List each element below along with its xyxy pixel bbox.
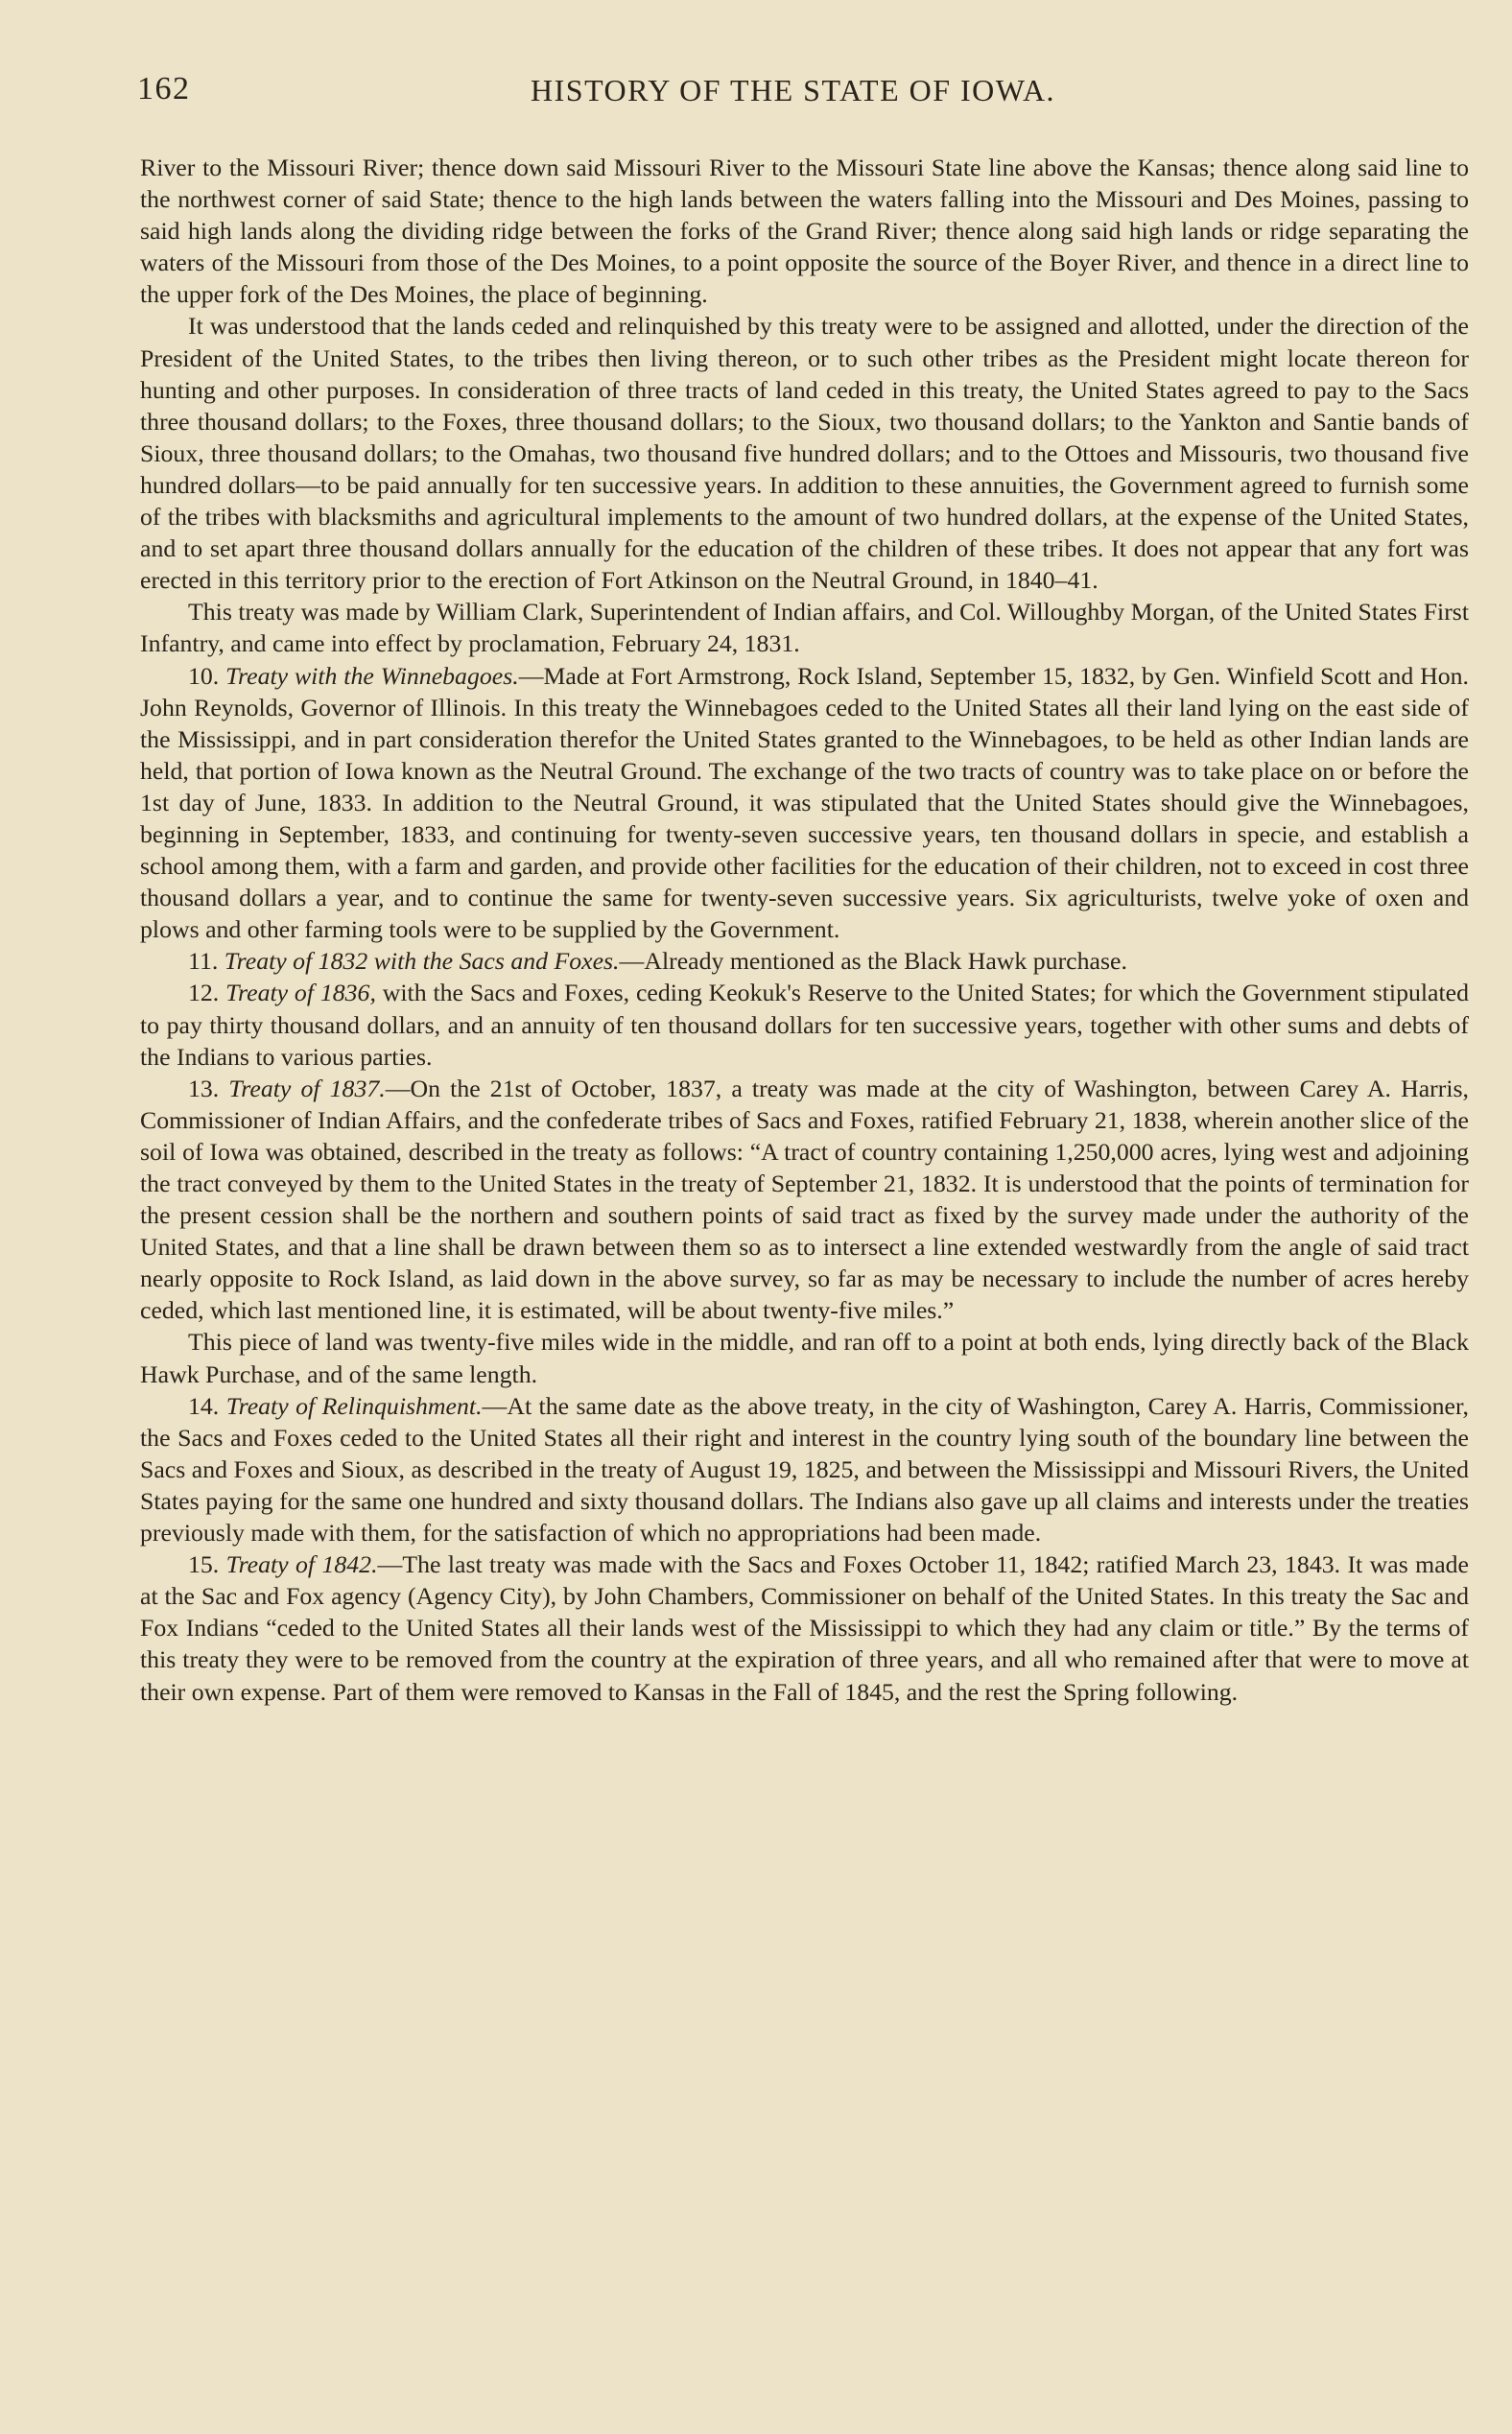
body-text xyxy=(140,152,1469,1708)
treaty-title: Treaty of Relinquishment. xyxy=(225,1391,483,1420)
paragraph-treaty-11: 11. Treaty of 1832 with the Sacs and Foxes.—Already mentioned as the Black Hawk purchase. xyxy=(188,947,1127,976)
paragraph-treaty-12: 12. Treaty of 1836, with the Sacs and Foxes, ceding Keokuk's Reserve to the United States; for which the Government stipulated to pay thirty thousand dollars, and an annuity of ten thousand dollars for ten successive years, together with other sums and debts of the Indians to various parties. xyxy=(140,979,1469,1071)
treaty-title: Treaty with the Winnebagoes. xyxy=(225,661,519,690)
paragraph-land-description: This piece of land was twenty-five miles wide in the middle, and ran off to a point at both ends, lying directly back of the Black Hawk Purchase, and of the same length. xyxy=(140,1328,1469,1388)
paragraph-treaty-signatories: This treaty was made by William Clark, Superintendent of Indian affairs, and Col. Willoughby Morgan, of the United States First Infantry, and came into effect by proclamation, February 24, 1831. xyxy=(140,598,1469,658)
treaty-title: Treaty of 1842. xyxy=(225,1550,378,1579)
paragraph-treaty-15: 15. Treaty of 1842.—The last treaty was made with the Sacs and Foxes October 11, 1842; ratified March 23, 1843. It was made at the Sac and Fox agency (Agency City), by John Chambers, Commissioner on behalf of the United States. In this treaty the Sac and Fox Indians “ceded to the United States all their lands west of the Mississippi to which they had any claim or title.” By the terms of this treaty they were to be removed from the country at the expiration of three years, and all who remained after that were to move at their own expense. Part of them were removed to Kansas in the Fall of 1845, and the rest the Spring following. xyxy=(140,1550,1470,1706)
treaty-title: Treaty of 1836, xyxy=(225,979,376,1007)
paragraph-treaty-14: 14. Treaty of Relinquishment.—At the same date as the above treaty, in the city of Washington, Carey A. Harris, Commissioner, the Sacs and Foxes ceded to the United States all their right and interest in the country lying south of the boundary line between the Sacs and Foxes and Sioux, as described in the treaty of August 19, 1825, and between the Mississippi and Missouri Rivers, the United States paying for the same one hundred and sixty thousand dollars. The Indians also gave up all claims and interests under the treaties previously made with them, for the satisfaction of which no appropriations had been made. xyxy=(140,1391,1469,1548)
treaty-title: Treaty of 1837. xyxy=(228,1074,386,1102)
paragraph-boundary-description: River to the Missouri River; thence down said Missouri River to the Missouri State line above the Kansas; thence along said line to the northwest corner of said State; thence to the high lands between the waters falling into the Missouri and Des Moines, passing to said high lands along the dividing ridge between the forks of the Grand River; thence along said high lands or ridge separating the waters of the Missouri from those of the Des Moines, to a point opposite the source of the Boyer River, and thence in a direct line to the upper fork of the Des Moines, the place of beginning. xyxy=(140,154,1469,309)
page-number: 162 xyxy=(137,71,191,106)
treaty-title: Treaty of 1832 with the Sacs and Foxes. xyxy=(224,947,620,976)
paragraph-treaty-13: 13. Treaty of 1837.—On the 21st of October, 1837, a treaty was made at the city of Washington, between Carey A. Harris, Commissioner of Indian Affairs, and the confederate tribes of Sacs and Foxes, ratified February 21, 1838, wherein another slice of the soil of Iowa was obtained, described in the treaty as follows: “A tract of country containing 1,250,000 acres, lying west and adjoining the tract conveyed by them to the United States in the treaty of September 21, 1832. It is understood that the points of termination for the present cession shall be the northern and southern points of said tract as fixed by the survey made under the authority of the United States, and that a line shall be drawn between them so as to intersect a line extended westwardly from the angle of said tract nearly opposite to Rock Island, as laid down in the above survey, so far as may be necessary to include the number of acres hereby ceded, which last mentioned line, it is estimated, will be about twenty-five miles.” xyxy=(140,1074,1469,1325)
running-head: HISTORY OF THE STATE OF IOWA. xyxy=(531,73,1056,107)
paragraph-treaty-10: 10. Treaty with the Winnebagoes.—Made at Fort Armstrong, Rock Island, September 15, 1832, by Gen. Winfield Scott and Hon. John Reynolds, Governor of Illinois. In this treaty the Winnebagoes ceded to the United States all their land lying on the east side of the Mississippi, and in part consideration therefor the United States granted to the Winnebagoes, to be held as other Indian lands are held, that portion of Iowa known as the Neutral Ground. The exchange of the two tracts of country was to take place on or before the 1st day of June, 1833. In addition to the Neutral Ground, it was stipulated that the United States should give the Winnebagoes, beginning in September, 1833, and continuing for twenty-seven successive years, ten thousand dollars in specie, and establish a school among them, with a farm and garden, and provide other facilities for the education of their children, not to exceed in cost three thousand dollars a year, and to continue the same for twenty-seven successive years. Six agriculturists, twelve yoke of oxen and plows and other farming tools were to be supplied by the Government. xyxy=(140,661,1469,944)
page-header xyxy=(137,71,1471,113)
paragraph-treaty-terms: It was understood that the lands ceded and relinquished by this treaty were to be assigned and allotted, under the direction of the President of the United States, to the tribes then living thereon, or to such other tribes as the President might locate thereon for hunting and other purposes. In consideration of three tracts of land ceded in this treaty, the United States agreed to pay to the Sacs three thousand dollars; to the Foxes, three thousand dollars; to the Sioux, two thousand dollars; to the Yankton and Santie bands of Sioux, three thousand dollars; to the Omahas, two thousand five hundred dollars; and to the Ottoes and Missouris, two thousand five hundred dollars—to be paid annually for ten successive years. In addition to these annuities, the Government agreed to furnish some of the tribes with blacksmiths and agricultural implements to the amount of two hundred dollars, at the expense of the United States, and to set apart three thousand dollars annually for the education of the children of these tribes. It does not appear that any fort was erected in this territory prior to the erection of Fort Atkinson on the Neutral Ground, in 1840–41. xyxy=(140,312,1469,595)
